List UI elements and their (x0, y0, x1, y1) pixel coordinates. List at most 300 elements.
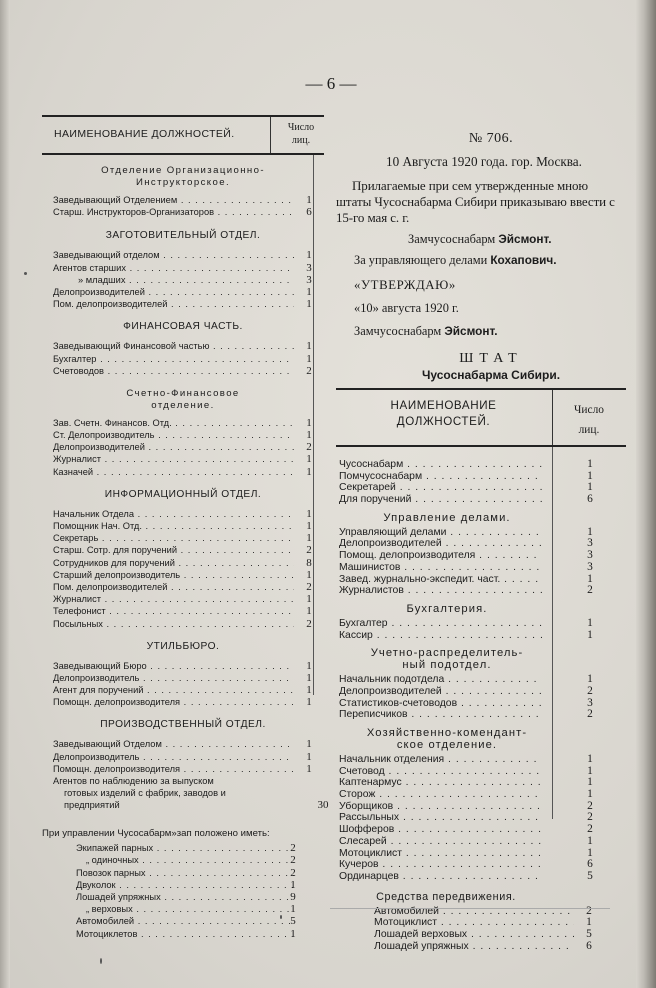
right-transport-label: Лошадей упряжных . . . (336, 941, 574, 953)
approval-signature-role: Замчусоснабарм (354, 324, 442, 338)
spacer (42, 501, 324, 508)
right-section-title (336, 647, 558, 671)
left-staff-row (42, 684, 324, 696)
right-staff-row (336, 859, 626, 871)
right-row-label: Помчусоснабарм . . . (336, 471, 542, 483)
right-row-label: Делопроизводителей . . . (336, 686, 542, 698)
left-section-title-line: Инструкторское. (135, 177, 231, 188)
left-staff-row (42, 660, 324, 672)
left-section-title-line: Счетно-Финансовое (126, 387, 240, 399)
left-transport-label: „ одиночных . . . (42, 854, 294, 866)
left-row-count: 1 (306, 532, 312, 545)
left-staff-row (42, 672, 324, 684)
right-row-count: 2 (587, 584, 593, 597)
right-row-label: Журналистов . . . (336, 585, 542, 597)
left-row-label: Агентов старших . . . (42, 262, 294, 274)
left-row-count: 1 (306, 285, 312, 298)
right-row-count: 6 (587, 858, 593, 871)
left-section-title (42, 321, 324, 333)
right-row-label: Шофферов . . . (336, 824, 542, 836)
right-row-count: 1 (587, 834, 593, 847)
left-staff-row (42, 763, 324, 775)
left-wrapped-line: Агентов по наблюдению за выпуском (53, 776, 214, 786)
left-row-label: Заведывающий Отделением . . . (42, 194, 294, 206)
left-row-label: Помощник Нач. Отд. . . . (42, 520, 294, 532)
right-section-title (336, 603, 558, 615)
right-row-label: Статистиков-счетоводов . . . (336, 698, 542, 710)
left-row-count: 2 (306, 544, 312, 557)
left-row-count: 2 (306, 441, 312, 454)
right-section-title-line: Хозяйственно-комендант- (366, 727, 528, 739)
right-row-count: 6 (587, 493, 593, 506)
left-staff-row (42, 429, 324, 441)
right-row-count: 1 (587, 764, 593, 777)
left-row-count: 1 (306, 738, 312, 751)
right-staff-row (336, 766, 626, 778)
right-row-count: 1 (587, 788, 593, 801)
left-transport-note: При управлении Чусосабарм»зап положено иметь: (42, 828, 270, 840)
right-row-count: 1 (587, 525, 593, 538)
right-row-label: Бухгалтер . . . (336, 618, 542, 630)
left-staff-row (42, 799, 329, 811)
right-staff-row (336, 550, 626, 562)
left-transport-label: „ верховых . . . (42, 903, 294, 915)
paper-speck (100, 958, 102, 964)
approval-signature (336, 324, 626, 339)
right-row-count: 1 (587, 481, 593, 494)
left-row-label: Казначей . . . (42, 466, 294, 478)
right-table-body (336, 447, 626, 952)
left-section-title (42, 489, 324, 501)
right-staff-row (336, 585, 626, 597)
page-right-edge (636, 0, 656, 988)
left-staff-row (42, 286, 324, 298)
right-header-count-line1: Число (574, 404, 604, 416)
right-staff-row (336, 618, 626, 630)
right-staff-row (336, 824, 626, 836)
left-section-title-line: ИНФОРМАЦИОННЫЙ ОТДЕЛ. (104, 488, 262, 500)
left-row-label: Помощн. делопроизводителя . . . (42, 763, 294, 775)
left-section-title (42, 388, 324, 412)
left-row-count: 1 (306, 605, 312, 618)
left-row-label: Делопроизводителей . . . (42, 441, 294, 453)
left-row-label: Начальник Отдела . . . (42, 508, 294, 520)
left-row-count: 1 (306, 750, 312, 763)
right-row-label: Начальник подотдела . . . (336, 674, 542, 686)
right-row-count: 1 (587, 753, 593, 765)
right-staff-row (336, 574, 626, 586)
right-row-label: Чусоснабарм . . . (336, 459, 542, 471)
right-row-count: 1 (587, 458, 593, 470)
left-row-count: 1 (306, 465, 312, 478)
left-staff-row (42, 520, 324, 532)
left-row-label: Пом. делопроизводителей . . . (42, 581, 294, 593)
left-row-label: Пом. делопроизводителей . . . (42, 298, 294, 310)
right-section-title-line: ское отделение. (396, 739, 498, 751)
left-transport-label: Автомобилей . . . (42, 915, 294, 927)
left-row-label: Делопроизводитель . . . (42, 751, 294, 763)
right-staff-row (336, 482, 626, 494)
left-row-label: Старш. Инструкторов-Организаторов . . . (42, 206, 294, 218)
left-transport-label: Повозок парных . . . (42, 867, 294, 879)
left-transport-label: Двуколок . . . (42, 879, 294, 891)
right-row-label: Сторож . . . (336, 789, 542, 801)
left-row-count: 2 (306, 617, 312, 630)
right-row-count: 1 (587, 776, 593, 789)
left-staff-row (42, 696, 324, 708)
left-row-count: 3 (306, 273, 312, 286)
right-row-label: Ординарцев . . . (336, 871, 542, 883)
left-transport-row (42, 879, 324, 891)
right-staff-row (336, 630, 626, 642)
spacer (42, 708, 324, 719)
right-row-label: Завед. журнально-экспедит. част. . . . (336, 574, 542, 586)
left-section-title-line: ЗАГОТОВИТЕЛЬНЫЙ ОТДЕЛ. (105, 230, 261, 242)
left-section-title-line: отделение. (151, 399, 215, 411)
left-staff-row (42, 557, 324, 569)
right-transport-count: 2 (586, 904, 592, 917)
right-transport-label: Мотоциклист . . . (336, 917, 574, 929)
left-transport-label: Мотоциклетов . . . (42, 928, 294, 940)
right-table-header (336, 388, 626, 447)
left-row-count: 3 (306, 261, 312, 274)
left-transport-row (42, 854, 324, 866)
order-date: 10 Августа 1920 года. гор. Москва. (386, 154, 582, 169)
left-wrapped-line: готовых изделий с фабрик, заводов и (64, 788, 226, 798)
right-transport-count: 6 (586, 939, 592, 952)
left-row-label: Телефонист . . . (42, 605, 294, 617)
left-staff-row (42, 751, 324, 763)
approval-signature-name: Эйсмонт. (444, 324, 498, 338)
spacer (42, 333, 324, 340)
left-section-title (42, 719, 324, 731)
spacer (42, 811, 324, 822)
left-row-label: Заведывающий Бюро . . . (42, 660, 294, 672)
right-row-label: Уборщиков . . . (336, 801, 542, 813)
spacer (42, 310, 324, 321)
page-left-edge (0, 0, 10, 988)
left-row-count: 8 (306, 556, 312, 569)
right-transport-row (336, 941, 626, 953)
left-staff-row (42, 569, 324, 581)
right-section-title (336, 512, 558, 524)
spacer (42, 155, 324, 165)
left-row-label: » младших . . . (42, 274, 294, 286)
right-row-label: Кучеров . . . (336, 859, 542, 871)
left-staff-row (42, 508, 324, 520)
right-row-label: Счетовод . . . (336, 766, 542, 778)
left-transport-row (42, 867, 324, 879)
right-staff-row (336, 871, 626, 883)
right-row-label: Переписчиков . . . (336, 709, 542, 721)
right-row-count: 3 (587, 549, 593, 562)
right-row-count: 1 (587, 572, 593, 585)
left-staff-row (42, 453, 324, 465)
left-row-label: Заведывающий Отделом . . . (42, 738, 294, 750)
right-header-positions (336, 398, 551, 430)
right-transport-row (336, 917, 626, 929)
left-row-label: Помощн. делопроизводителя . . . (42, 696, 294, 708)
left-row-count: 1 (306, 340, 312, 353)
right-row-label: Для поручений . . . (336, 494, 542, 506)
left-row-label: Секретарь . . . (42, 532, 294, 544)
right-row-count: 3 (587, 560, 593, 573)
right-header-count (554, 400, 624, 440)
right-row-count: 3 (587, 537, 593, 550)
left-header-positions: НАИМЕНОВАНИЕ ДОЛЖНОСТЕЙ. (54, 128, 235, 140)
left-table-header (42, 115, 324, 155)
left-staff-table (42, 115, 329, 940)
left-staff-row (42, 262, 324, 274)
right-staff-row (336, 836, 626, 848)
left-staff-row (42, 194, 324, 206)
right-staff-row (336, 709, 626, 721)
right-row-count: 5 (587, 869, 593, 882)
right-row-count: 2 (587, 684, 593, 697)
right-header-positions-line2: ДОЛЖНОСТЕЙ. (396, 415, 491, 428)
order-text: Прилагаемые при сем утвержденные мною штаты Чусоснабарма Сибири приказываю ввести с 15-го мая с. г. (336, 178, 615, 225)
right-staff-row (336, 754, 626, 766)
left-row-label: предприятий (64, 800, 120, 810)
left-row-count: 2 (306, 580, 312, 593)
right-body-divider (552, 447, 553, 819)
left-row-label: Бухгалтер . . . (42, 353, 294, 365)
left-staff-row (42, 353, 324, 365)
right-row-count: 1 (587, 628, 593, 641)
left-staff-row (42, 417, 324, 429)
left-header-count (278, 121, 324, 147)
right-row-count: 2 (587, 823, 593, 836)
right-header-divider (552, 390, 553, 445)
spacer (42, 242, 324, 249)
right-row-label: Управляющий делами . . . (336, 527, 542, 539)
left-transport-count: 1 (290, 903, 296, 916)
left-body-divider (313, 155, 314, 695)
right-staff-row (336, 471, 626, 483)
left-row-count: 1 (306, 298, 312, 311)
right-row-count: 1 (587, 616, 593, 629)
left-table-body (42, 155, 329, 940)
left-row-count: 30 (317, 799, 329, 811)
left-transport-row (42, 903, 324, 915)
right-row-label: Слесарей . . . (336, 836, 542, 848)
left-transport-count: 2 (290, 854, 296, 867)
order-number: № 706. (468, 131, 514, 146)
left-row-count: 1 (306, 659, 312, 672)
right-staff-row (336, 789, 626, 801)
right-row-label: Каптенармус . . . (336, 777, 542, 789)
left-staff-row (42, 249, 324, 261)
right-section-title-line: Учетно-распределитель- (370, 647, 524, 660)
left-section-title-line: ПРОИЗВОДСТВЕННЫЙ ОТДЕЛ. (100, 719, 266, 731)
left-staff-row (42, 298, 324, 310)
left-row-label: Старший делопроизводитель . . . (42, 569, 294, 581)
spacer (336, 883, 626, 891)
signature-1-name: Эйсмонт. (498, 232, 552, 246)
left-row-label: Счетоводов . . . (42, 365, 294, 377)
spacer (42, 377, 324, 388)
left-section-title (42, 230, 324, 242)
left-section-title (42, 165, 324, 189)
left-row-count: 1 (306, 684, 312, 697)
spacer (42, 218, 324, 230)
right-staff-row (336, 848, 626, 860)
left-header-divider (270, 117, 271, 153)
left-staff-row (42, 441, 324, 453)
left-header-count-line1: Число (287, 122, 315, 133)
right-row-label: Машинистов . . . (336, 562, 542, 574)
left-transport-count: 5 (290, 915, 296, 928)
left-section-title-line: УТИЛЬБЮРО. (146, 640, 220, 652)
right-row-label: Помощ. делопроизводителя . . . (336, 550, 542, 562)
left-row-count: 1 (306, 762, 312, 775)
left-section-title-line: Отделение Организационно- (101, 165, 265, 176)
page-number: — 6 — (305, 74, 357, 93)
left-row-count: 1 (306, 696, 312, 709)
right-staff-row (336, 698, 626, 710)
left-transport-count: 1 (290, 927, 296, 940)
approval-stamp: «УТВЕРЖДАЮ» (354, 278, 456, 292)
left-row-label: Делопроизводитель . . . (42, 672, 294, 684)
bottom-rule (330, 908, 610, 909)
right-order-column (336, 131, 626, 952)
left-staff-row (42, 593, 324, 605)
right-staff-row (336, 686, 626, 698)
right-staff-row (336, 538, 626, 550)
right-section-title-line: Управление делами. (383, 511, 511, 524)
left-staff-row (42, 466, 324, 478)
left-transport-row (42, 928, 324, 940)
shtat-title: ШТАТ (459, 351, 523, 366)
left-row-label: Заведывающий отделом . . . (42, 249, 294, 261)
right-staff-row (336, 801, 626, 813)
right-staff-row (336, 777, 626, 789)
right-section-title (336, 727, 558, 751)
left-staff-row (42, 605, 324, 617)
left-row-count: 1 (306, 249, 312, 262)
left-row-count: 6 (306, 206, 312, 219)
left-row-label: Сотрудников для поручений . . . (42, 557, 294, 569)
left-row-count: 1 (306, 453, 312, 466)
right-row-count: 1 (587, 673, 593, 686)
right-row-count: 2 (587, 708, 593, 721)
right-row-count: 2 (587, 811, 593, 824)
right-row-count: 2 (587, 799, 593, 812)
left-row-count: 1 (306, 429, 312, 442)
right-staff-row (336, 674, 626, 686)
left-staff-row (42, 532, 324, 544)
right-row-count: 3 (587, 696, 593, 709)
left-row-count: 2 (306, 364, 312, 377)
spacer (42, 630, 324, 641)
order-signature-1 (336, 232, 626, 247)
right-row-label: Начальник отделения . . . (336, 754, 542, 766)
signature-1-role: Замчусоснабарм (408, 232, 496, 246)
right-staff-row (336, 494, 626, 506)
transport-title: Средства передвижения. (376, 890, 516, 903)
paper-speck (24, 272, 27, 275)
right-header-positions-line1: НАИМЕНОВАНИЕ (390, 399, 497, 412)
left-row-count: 1 (306, 416, 312, 429)
right-header-count-line2: лиц. (578, 424, 600, 436)
left-transport-row (42, 891, 324, 903)
right-row-count: 1 (587, 846, 593, 859)
left-staff-row (42, 206, 324, 218)
left-header-count-line2: лиц. (291, 135, 311, 146)
left-row-count: 1 (306, 507, 312, 520)
left-staff-row (42, 618, 324, 630)
right-transport-label: Лошадей верховых . . . (336, 929, 574, 941)
left-row-label: Журналист . . . (42, 453, 294, 465)
signature-2-name: Кохапович. (490, 253, 557, 267)
paper-speck (280, 915, 282, 919)
left-row-label: Заведывающий Финансовой частью . . . (42, 340, 294, 352)
right-transport-count: 1 (586, 916, 592, 929)
right-staff-row (336, 812, 626, 824)
left-staff-row (42, 544, 324, 556)
left-staff-row (42, 340, 324, 352)
left-transport-label: Лошадей упряжных . . . (42, 891, 294, 903)
right-section-title-line: ный подотдел. (402, 659, 492, 672)
right-row-label: Мотоциклист . . . (336, 848, 542, 860)
left-row-count: 1 (306, 520, 312, 532)
right-staff-row (336, 459, 626, 471)
left-row-label: Ст. Делопроизводитель . . . (42, 429, 294, 441)
approval-date: «10» августа 1920 г. (354, 301, 459, 315)
shtat-subtitle: Чусоснабарма Сибири. (421, 368, 561, 382)
spacer (42, 478, 324, 489)
left-staff-row (42, 274, 324, 286)
left-row-label: Агент для поручений . . . (42, 684, 294, 696)
right-transport-row (336, 929, 626, 941)
right-transport-label: Автомобилей . . . (336, 906, 574, 918)
right-row-label: Делопроизводителей . . . (336, 538, 542, 550)
left-staff-row (42, 581, 324, 593)
right-staff-row (336, 562, 626, 574)
left-row-count: 1 (306, 671, 312, 684)
left-row-count: 1 (306, 352, 312, 365)
order-signature-2 (336, 253, 626, 268)
right-row-label: Рассыльных . . . (336, 812, 542, 824)
left-transport-row (42, 842, 324, 854)
left-transport-count: 2 (290, 866, 296, 879)
left-transport-count: 9 (290, 890, 296, 903)
left-transport-count: 2 (290, 842, 296, 855)
left-section-title (42, 641, 324, 653)
left-row-label: Делопроизводителей . . . (42, 286, 294, 298)
left-section-title-line: ФИНАНСОВАЯ ЧАСТЬ. (123, 321, 243, 333)
right-row-count: 1 (587, 469, 593, 482)
right-row-label: Секретарей . . . (336, 482, 542, 494)
left-row-label: Зав. Счетн. Финансов. Отд. . . . (42, 417, 294, 429)
left-row-label: Журналист . . . (42, 593, 294, 605)
left-row-count: 1 (306, 568, 312, 581)
signature-2-role: За управляющего делами (354, 253, 488, 267)
left-transport-count: 1 (290, 878, 296, 891)
left-staff-row (42, 365, 324, 377)
right-row-label: Кассир . . . (336, 630, 542, 642)
spacer (42, 653, 324, 660)
left-row-label: Старш. Сотр. для поручений . . . (42, 544, 294, 556)
left-staff-row (42, 738, 324, 750)
spacer (42, 731, 324, 738)
spacer (336, 447, 626, 459)
right-transport-count: 5 (586, 927, 592, 940)
left-row-label: Посыльных . . . (42, 618, 294, 630)
left-transport-label: Экипажей парных . . . (42, 842, 294, 854)
right-section-title-line: Бухгалтерия. (406, 602, 488, 615)
left-row-count: 1 (306, 593, 312, 606)
